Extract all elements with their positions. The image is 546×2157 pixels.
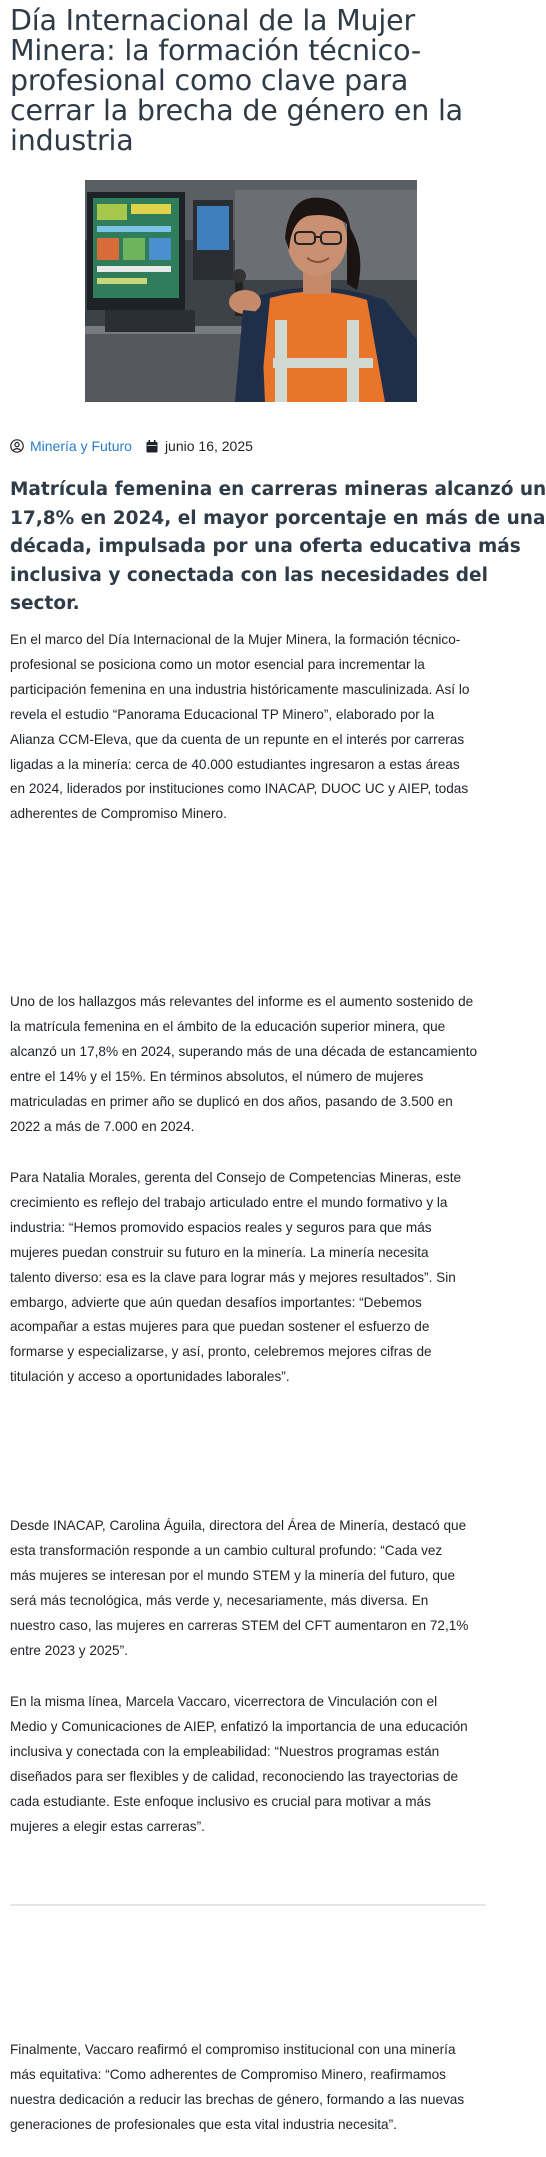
paragraph-line: cada estudiante. Este enfoque inclusivo es crucial para motivar a más	[10, 1793, 431, 1809]
section-divider	[10, 1904, 486, 1906]
paragraph-line: inclusiva y conectada con la empleabilidad: “Nuestros programas están	[10, 1743, 440, 1759]
lead-line: sector.	[10, 593, 80, 614]
article-title: Día Internacional de la Mujer Minera: la formación técnico-profesional como clave para cerrar la brecha de género en la industria	[10, 4, 463, 157]
paragraph-line: alcanzó un 17,8% en 2024, superando más de una década de estancamiento	[10, 1043, 478, 1059]
paragraph-line: nuestra dedicación a reducir las brechas de género, formando a las nuevas	[10, 2091, 465, 2107]
article-meta	[10, 436, 253, 456]
lead-line: Matrícula femenina en carreras mineras alcanzó un	[10, 479, 546, 500]
paragraph-line: Para Natalia Morales, gerenta del Consejo de Competencias Mineras, este	[10, 1170, 462, 1185]
article-paragraph	[10, 2038, 488, 2138]
article-paragraph	[10, 1514, 488, 1663]
article-paragraph	[10, 628, 488, 827]
paragraph-line: matriculadas en primer año se duplicó en dos años, pasando de 3.500 en	[10, 1093, 453, 1109]
paragraph-line: mujeres a elegir estas carreras”.	[10, 1818, 205, 1834]
paragraph-line: Finalmente, Vaccaro reafirmó el compromiso institucional con una minería	[10, 2042, 456, 2057]
lead-line: inclusiva y conectada con las necesidades del	[10, 564, 488, 586]
paragraph-line: Desde INACAP, Carolina Águila, directora del Área de Minería, destacó que	[10, 1518, 467, 1533]
paragraph-line: Alianza CCM-Eleva, que da cuenta de un repunte en el interés por carreras	[10, 731, 465, 747]
category-link[interactable]: Minería y Futuro	[30, 438, 132, 454]
user-circle-icon	[10, 439, 24, 453]
paragraph-line: Uno de los hallazgos más relevantes del informe es el aumento sostenido de	[10, 994, 474, 1009]
lead-line: década, impulsada por una oferta educativa más	[10, 536, 521, 557]
paragraph-line: entre el 14% y el 15%. En términos absolutos, el número de mujeres	[10, 1068, 424, 1084]
paragraph-line: adherentes de Compromiso Minero.	[10, 806, 227, 822]
paragraph-line: en 2024, liderados por instituciones como INACAP, DUOC UC y AIEP, todas	[10, 781, 469, 797]
paragraph-line: será más tecnológica, más verde y, necesariamente, más diversa. En	[10, 1592, 429, 1608]
article-lead	[10, 476, 546, 619]
paragraph-line: formarse y especializarse, y así, pronto, celebremos mejores cifras de	[10, 1344, 432, 1360]
paragraph-line: industria: “Hemos promovido espacios reales y seguros para que más	[10, 1219, 432, 1235]
paragraph-line: crecimiento es reflejo del trabajo articulado entre el mundo formativo y la	[10, 1194, 448, 1210]
paragraph-line: En la misma línea, Marcela Vaccaro, vicerrectora de Vinculación con el	[10, 1694, 438, 1709]
paragraph-line: más mujeres se interesan por el mundo STEM y la minería del futuro, que	[10, 1567, 456, 1583]
paragraph-line: embargo, advierte que aún quedan desafíos importantes: “Debemos	[10, 1294, 422, 1310]
hero-image	[85, 180, 417, 402]
paragraph-line: generaciones de profesionales que esta vital industria necesita”.	[10, 2116, 397, 2132]
paragraph-line: participación femenina en una industria históricamente masculinizada. Así lo	[10, 681, 470, 697]
paragraph-line: acompañar a estas mujeres para que puedan sostener el esfuerzo de	[10, 1319, 430, 1335]
paragraph-line: mujeres puedan construir su futuro en la minería. La minería necesita	[10, 1244, 429, 1260]
paragraph-line: talento diverso: esa es la clave para lograr más y mejores resultados”. Sin	[10, 1269, 456, 1285]
paragraph-line: más equitativa: “Como adherentes de Compromiso Minero, reafirmamos	[10, 2066, 446, 2082]
paragraph-line: ligadas a la minería: cerca de 40.000 estudiantes ingresaron a estas áreas	[10, 756, 460, 772]
paragraph-line: esta transformación responde a un cambio cultural profundo: “Cada vez	[10, 1542, 443, 1558]
paragraph-line: nuestro caso, las mujeres en carreras STEM del CFT aumentaron en 72,1%	[10, 1617, 469, 1633]
paragraph-line: entre 2023 y 2025”.	[10, 1642, 128, 1658]
paragraph-line: En el marco del Día Internacional de la Mujer Minera, la formación técnico-	[10, 632, 461, 647]
paragraph-line: titulación y acceso a oportunidades laborales”.	[10, 1369, 290, 1385]
paragraph-line: la matrícula femenina en el ámbito de la educación superior minera, que	[10, 1018, 446, 1034]
article-paragraph	[10, 1166, 488, 1390]
publish-date: junio 16, 2025	[164, 438, 253, 454]
article-paragraph	[10, 990, 488, 1139]
article-paragraph	[10, 1690, 488, 1839]
paragraph-line: profesional se posiciona como un motor esencial para incrementar la	[10, 656, 425, 672]
paragraph-line: 2022 a más de 7.000 en 2024.	[10, 1118, 195, 1134]
lead-line: 17,8% en 2024, el mayor porcentaje en más de una	[10, 507, 546, 529]
paragraph-line: Medio y Comunicaciones de AIEP, enfatizó la importancia de una educación	[10, 1718, 468, 1734]
paragraph-line: diseñados para ser flexibles y de calidad, reconociendo las trayectorias de	[10, 1768, 459, 1784]
paragraph-line: revela el estudio “Panorama Educacional TP Minero”, elaborado por la	[10, 706, 435, 722]
calendar-icon	[146, 440, 158, 453]
